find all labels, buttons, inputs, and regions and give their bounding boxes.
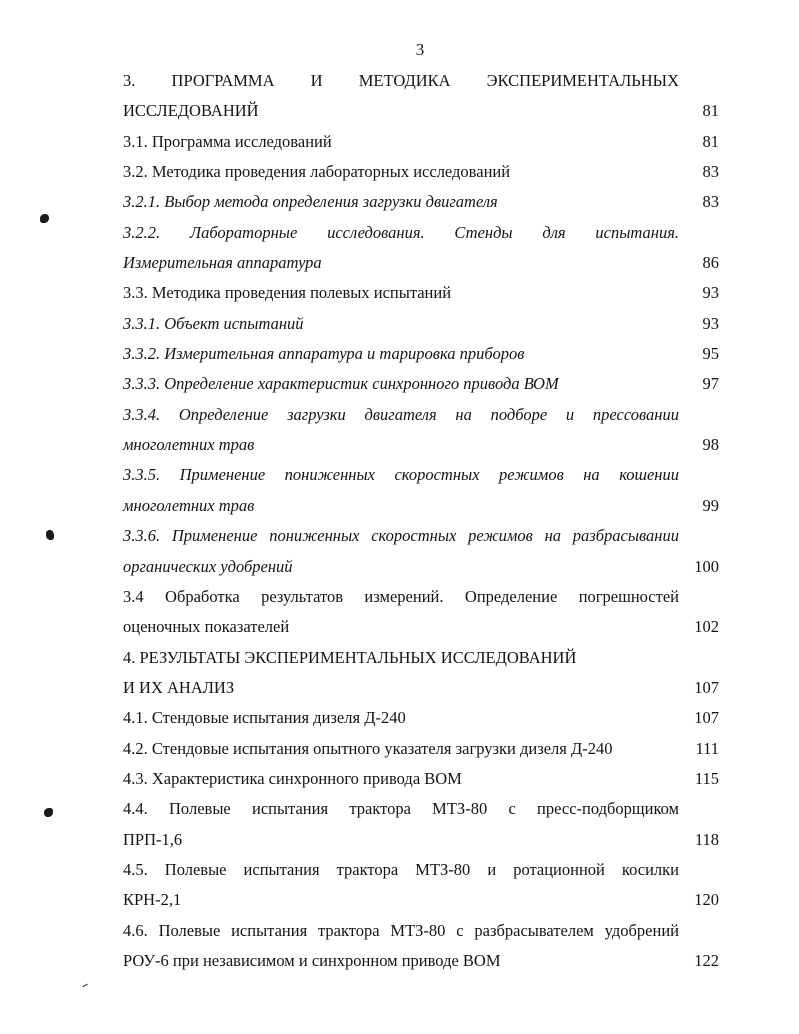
- toc-entry: [123, 794, 719, 855]
- scan-speck: [46, 530, 54, 540]
- toc-entry-page-number: 115: [694, 768, 719, 788]
- toc-entry-page-number: 107: [694, 708, 719, 728]
- toc-entry: [123, 157, 719, 187]
- toc-entry-page-number: 120: [694, 890, 719, 910]
- toc-entry-title-line: КРН-2,1: [123, 890, 182, 910]
- toc-entry-title-line: 4.3. Характеристика синхронного привода ВОМ: [123, 768, 462, 788]
- toc-entry: [123, 855, 719, 916]
- toc-entry-title-line: органических удобрений: [123, 556, 293, 576]
- toc-entry: [123, 734, 719, 764]
- toc-entry-title-line: И ИХ АНАЛИЗ: [123, 677, 235, 697]
- toc-entry: [123, 66, 719, 127]
- toc-entry-title-line: 3.3.6. Применение пониженных скоростных режимов на разбрасывании: [123, 526, 679, 546]
- toc-entry-title-line: 3. ПРОГРАММА И МЕТОДИКА ЭКСПЕРИМЕНТАЛЬНЫХ: [123, 71, 679, 90]
- toc-entry-title-line: 4.1. Стендовые испытания дизеля Д-240: [123, 708, 406, 728]
- toc-entry: [123, 643, 719, 704]
- toc-entry-page-number: 111: [695, 738, 719, 758]
- toc-entry-title-line: многолетних трав: [123, 435, 255, 455]
- scan-speck: [44, 808, 53, 817]
- toc-entry-title-line: 3.3.2. Измерительная аппаратура и тарировка приборов: [123, 344, 525, 364]
- toc-entry-title-line: 3.2.1. Выбор метода определения загрузки двигателя: [123, 192, 498, 212]
- toc-entry-page-number: 118: [694, 829, 719, 849]
- toc-entry-page-number: 99: [702, 495, 719, 515]
- toc-entry: [123, 127, 719, 157]
- toc-entry-page-number: 86: [702, 253, 719, 273]
- toc-entry: [123, 521, 719, 582]
- toc-entry-page-number: 95: [702, 344, 719, 364]
- toc-entry-title-line: 4.5. Полевые испытания трактора МТЗ-80 и ротационной косилки: [123, 859, 679, 879]
- toc-entry-title-line: оценочных показателей: [123, 617, 290, 637]
- toc-entry-page-number: 98: [702, 435, 719, 455]
- toc-entry-title-line: 3.3.1. Объект испытаний: [123, 313, 304, 333]
- toc-entry: [123, 309, 719, 339]
- scan-speck: [82, 984, 88, 988]
- toc-entry: [123, 460, 719, 521]
- toc-entry-title-line: 3.3.3. Определение характеристик синхронного привода ВОМ: [123, 374, 559, 394]
- toc-entry-title-line: 4.2. Стендовые испытания опытного указателя загрузки дизеля Д-240: [123, 738, 613, 758]
- toc-entry-page-number: 100: [694, 556, 719, 576]
- toc-entry: [123, 218, 719, 279]
- toc-entry: [123, 369, 719, 399]
- toc-entry-title-line: 3.1. Программа исследований: [123, 131, 332, 151]
- page-number: 3: [415, 40, 425, 59]
- toc-entry: [123, 582, 719, 643]
- toc-entry-title-line: многолетних трав: [123, 495, 255, 515]
- toc-entry-page-number: 102: [694, 617, 719, 637]
- toc-entry-title-line: ПРП-1,6: [123, 829, 183, 849]
- toc-entry-title-line: 3.2.2. Лабораторные исследования. Стенды для испытания.: [123, 222, 679, 242]
- toc-entry-title-line: 3.2. Методика проведения лабораторных исследований: [123, 162, 511, 182]
- toc-entry: [123, 764, 719, 794]
- toc-entry-page-number: 107: [694, 677, 719, 697]
- toc-entry: [123, 703, 719, 733]
- table-of-contents: [123, 66, 719, 976]
- toc-entry-title-line: 3.4 Обработка результатов измерений. Определение погрешностей: [123, 586, 679, 606]
- toc-entry: [123, 400, 719, 461]
- toc-entry-title-line: 4.6. Полевые испытания трактора МТЗ-80 с разбрасывателем удобрений: [123, 920, 679, 940]
- toc-entry-title-line: 3.3. Методика проведения полевых испытаний: [123, 283, 452, 303]
- toc-entry-page-number: 93: [702, 283, 719, 303]
- toc-entry-title-line: 4. РЕЗУЛЬТАТЫ ЭКСПЕРИМЕНТАЛЬНЫХ ИССЛЕДОВАНИЙ: [123, 647, 577, 667]
- toc-entry-title-line: 3.3.5. Применение пониженных скоростных режимов на кошении: [123, 465, 679, 485]
- toc-entry: [123, 916, 719, 977]
- toc-entry-page-number: 83: [702, 192, 719, 212]
- toc-entry-page-number: 93: [702, 313, 719, 333]
- toc-entry-page-number: 81: [702, 101, 719, 121]
- scan-speck: [40, 214, 49, 223]
- toc-entry: [123, 187, 719, 217]
- toc-entry-title-line: Измерительная аппаратура: [123, 253, 322, 273]
- toc-entry-title-line: 3.3.4. Определение загрузки двигателя на подборе и прессовании: [123, 404, 679, 424]
- toc-entry-page-number: 81: [702, 131, 719, 151]
- toc-entry-title-line: РОУ-6 при независимом и синхронном приводе ВОМ: [123, 950, 501, 970]
- toc-entry: [123, 339, 719, 369]
- toc-entry-title-line: 4.4. Полевые испытания трактора МТЗ-80 с пресс-подборщиком: [123, 799, 679, 819]
- toc-entry: [123, 278, 719, 308]
- toc-entry-page-number: 122: [694, 950, 719, 970]
- toc-entry-page-number: 97: [702, 374, 719, 394]
- toc-entry-title-line: ИССЛЕДОВАНИЙ: [123, 101, 259, 121]
- toc-entry-page-number: 83: [702, 162, 719, 182]
